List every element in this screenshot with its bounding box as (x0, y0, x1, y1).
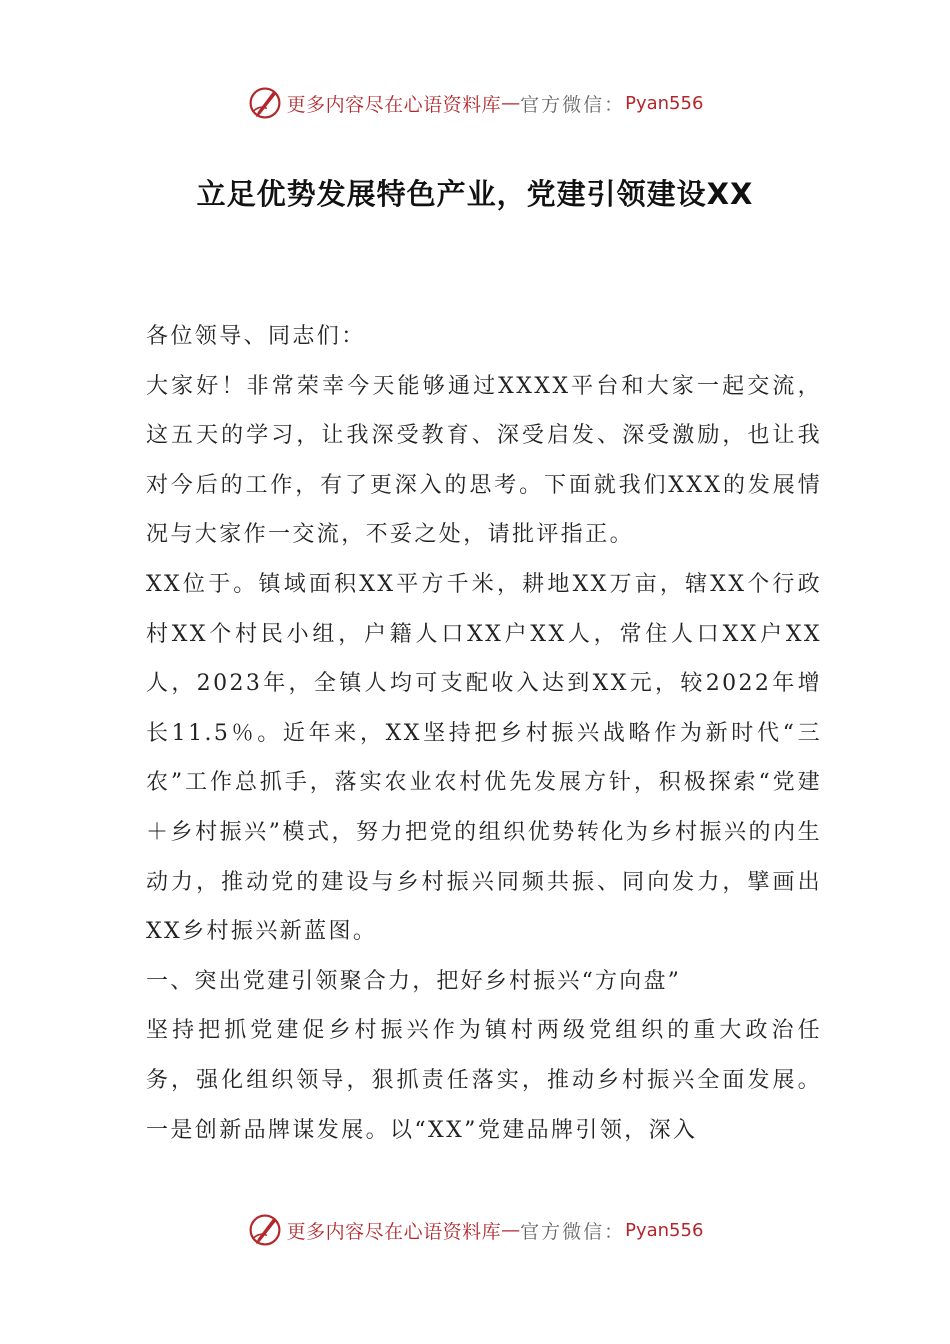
banner-wechat-id: Pyan556 (625, 92, 704, 114)
banner-brand-text: 更多内容尽在心语资料库 (286, 1220, 502, 1243)
paragraph-greeting: 大家好！非常荣幸今天能够通过XXXX平台和大家一起交流，这五天的学习，让我深受教育、深受启发、深受激励，也让我对今后的工作，有了更深入的思考。下面就我们XXX的发展情况与大家作一交流，不妥之处，请批评指正。 (146, 373, 822, 548)
paragraph-overview: XX位于。镇域面积XX平方千米，耕地XX万亩，辖XX个行政村XX个村民小组，户籍人口XX户XX人，常住人口XX户XX人，2023年，全镇人均可支配收入达到XX元，较2022年增长11.5％。近年来，XX坚持把乡村振兴战略作为新时代“三农”工作总抓手，落实农业农村优先发展方针，积极探索“党建＋乡村振兴”模式，努力把党的组织优势转化为乡村振兴的内生动力，推动党的建设与乡村振兴同频共振、同向发力，擘画出XX乡村振兴新蓝图。 (146, 571, 822, 945)
banner-wechat-id: Pyan556 (625, 1219, 704, 1241)
header-banner (0, 83, 950, 123)
banner-wechat-label: 官方微信： (520, 1220, 626, 1243)
salutation: 各位领导、同志们： (146, 324, 366, 349)
paragraph-section-1: 坚持把抓党建促乡村振兴作为镇村两级党组织的重大政治任务，强化组织领导，狠抓责任落实，推动乡村振兴全面发展。一是创新品牌谋发展。以“XX”党建品牌引领，深入 (146, 1018, 822, 1143)
section-heading-1: 一、突出党建引领聚合力，把好乡村振兴“方向盘” (146, 968, 682, 994)
document-title: 立足优势发展特色产业，党建引领建设XX (196, 177, 754, 211)
banner-brand-text: 更多内容尽在心语资料库 (286, 93, 502, 116)
banner-separator: — (501, 1219, 521, 1241)
quill-logo-icon (247, 1212, 283, 1248)
banner-wechat-label: 官方微信： (520, 93, 626, 116)
banner-separator: — (501, 92, 521, 114)
quill-logo-icon (247, 85, 283, 121)
document-body (146, 312, 822, 1155)
footer-banner (0, 1210, 950, 1250)
